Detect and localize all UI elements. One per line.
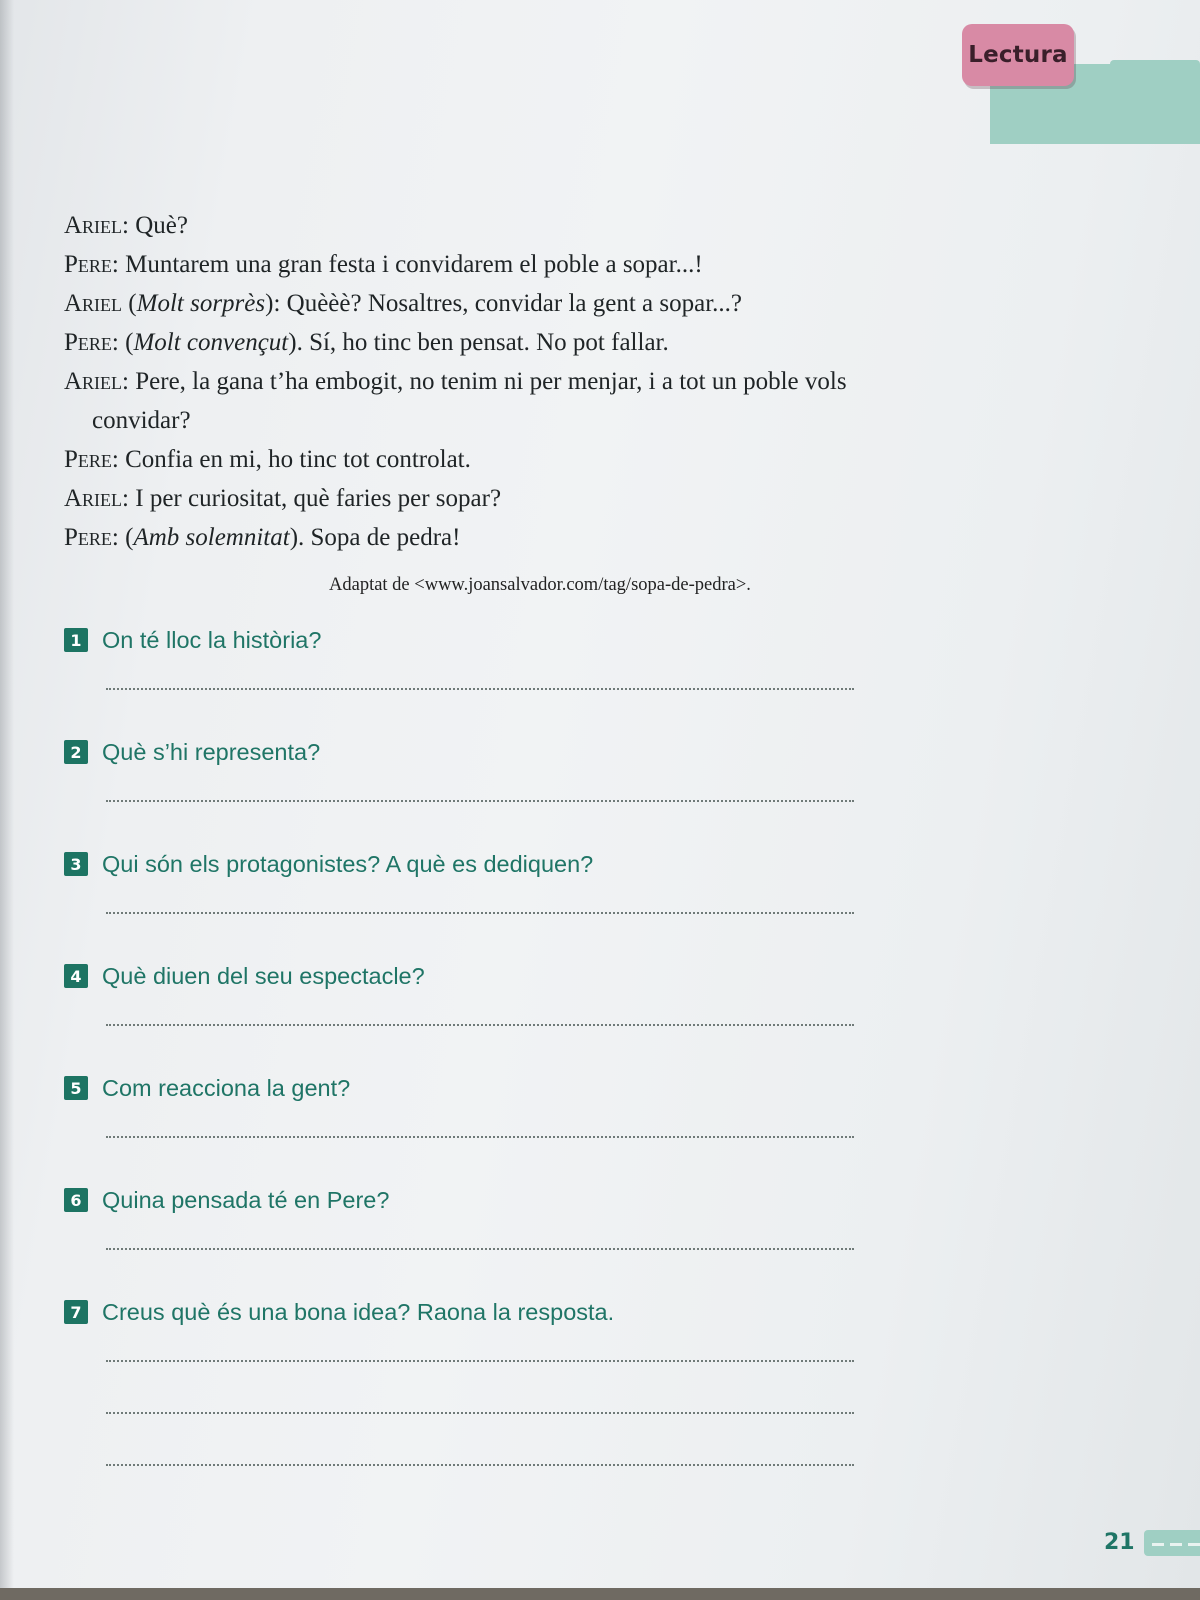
question-5 — [64, 1070, 864, 1106]
question-3 — [64, 846, 864, 882]
speaker-name: Ariel — [64, 212, 123, 239]
stage-direction: Molt convençut — [133, 329, 289, 356]
source-citation: Adaptat de <www.joansalvador.com/tag/sopa-de-pedra>. — [329, 575, 751, 595]
answer-line[interactable] — [106, 800, 854, 802]
line-text: : Muntarem una gran festa i convidarem el poble a sopar...! — [111, 251, 703, 278]
answer-line[interactable] — [106, 1248, 854, 1250]
question-text: Qui són els protagonistes? A què es dediquen? — [102, 850, 594, 877]
answer-line[interactable] — [106, 1464, 854, 1466]
question-text: Creus què és una bona idea? Raona la resposta. — [102, 1298, 615, 1325]
dialogue-line — [64, 440, 884, 479]
question-text: Quina pensada té en Pere? — [102, 1186, 390, 1213]
question-number-badge: 3 — [64, 852, 88, 876]
line-text: : Què? — [122, 212, 188, 239]
question-2 — [64, 734, 864, 770]
line-text: : Quèèè? Nosaltres, convidar la gent a sopar...? — [273, 290, 743, 317]
speaker-name: Ariel — [64, 290, 123, 317]
question-number-badge: 6 — [64, 1188, 88, 1212]
question-text: Què diuen del seu espectacle? — [102, 962, 425, 989]
answer-line[interactable] — [106, 1360, 854, 1362]
dialogue-text — [64, 206, 884, 557]
answer-line[interactable] — [106, 1136, 854, 1138]
answer-line[interactable] — [106, 1412, 854, 1414]
line-text: . Sopa de pedra! — [298, 524, 461, 551]
dialogue-line: Pere: (Amb solemnitat). Sopa de pedra! — [64, 524, 461, 551]
speaker-name: Pere — [64, 329, 112, 356]
stage-direction: Molt sorprès — [136, 290, 266, 317]
line-text: : I per curiositat, què faries per sopar? — [122, 485, 502, 512]
dialogue-line — [64, 479, 884, 518]
question-text: Com reacciona la gent? — [102, 1074, 351, 1101]
speaker-name: Pere — [64, 524, 112, 551]
question-number-badge: 7 — [64, 1300, 88, 1324]
answer-line[interactable] — [106, 688, 854, 690]
speaker-name: Ariel — [64, 485, 123, 512]
question-1 — [64, 622, 864, 658]
speaker-name: Pere — [64, 446, 112, 473]
question-number-badge: 5 — [64, 1076, 88, 1100]
footer-dash — [1170, 1543, 1182, 1546]
footer-dash — [1188, 1543, 1200, 1546]
question-text: Què s’hi representa? — [102, 738, 321, 765]
question-text: On té lloc la història? — [102, 626, 322, 653]
question-number-badge: 2 — [64, 740, 88, 764]
footer-dash — [1152, 1543, 1164, 1546]
answer-line[interactable] — [106, 1024, 854, 1026]
line-text: . Sí, ho tinc ben pensat. No pot fallar. — [296, 329, 669, 356]
question-number-badge: 4 — [64, 964, 88, 988]
dialogue-line — [64, 206, 884, 245]
question-7 — [64, 1294, 864, 1330]
question-4 — [64, 958, 864, 994]
dialogue-line — [64, 245, 884, 284]
line-text: : Confia en mi, ho tinc tot controlat. — [111, 446, 471, 473]
speaker-name: Pere — [64, 251, 112, 278]
answer-line[interactable] — [106, 912, 854, 914]
dialogue-line: Ariel (Molt sorprès): Quèèè? Nosaltres, convidar la gent a sopar...? — [64, 290, 743, 317]
section-tab-label: Lectura — [962, 24, 1074, 86]
line-text: : Pere, la gana t’ha embogit, no tenim ni per menjar, i a tot un poble vols convidar? — [92, 368, 847, 434]
stage-direction: Amb solemnitat — [133, 524, 290, 551]
dialogue-line: Pere: (Molt convençut). Sí, ho tinc ben pensat. No pot fallar. — [64, 329, 669, 356]
page-shadow — [0, 0, 14, 1600]
dialogue-line — [64, 362, 884, 440]
page-number: 21 — [1104, 1530, 1135, 1555]
speaker-name: Ariel — [64, 368, 123, 395]
question-number-badge: 1 — [64, 628, 88, 652]
question-6 — [64, 1182, 864, 1218]
page-bottom-edge — [0, 1588, 1200, 1600]
